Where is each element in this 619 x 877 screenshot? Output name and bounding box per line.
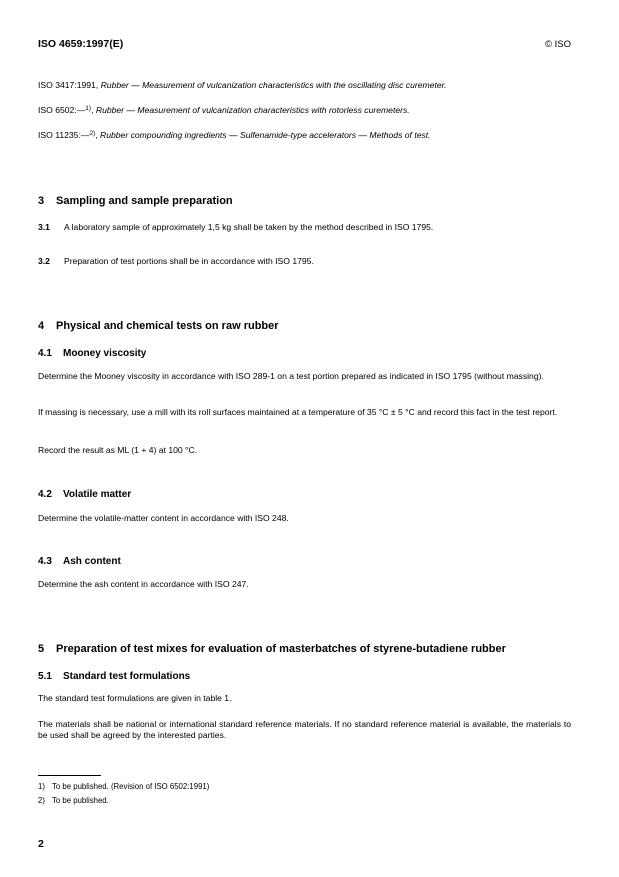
body-paragraph: The standard test formulations are given in table 1. <box>38 693 232 703</box>
section-title: Physical and chemical tests on raw rubber <box>56 320 279 332</box>
section-title: Preparation of test mixes for evaluation of masterbatches of styrene-butadiene rubber <box>56 643 506 655</box>
section-heading <box>38 194 571 208</box>
section-title: Sampling and sample preparation <box>56 195 233 207</box>
footnote <box>38 782 571 792</box>
body-paragraph: Determine the ash content in accordance with ISO 247. <box>38 579 249 589</box>
subsection-heading <box>38 555 571 568</box>
reference-item: ISO 6502:—$^{1)}$, Rubber — Measurement of vulcanization characteristics with rotorless curemeters. <box>38 105 410 115</box>
section-number: 3 <box>38 195 45 207</box>
footnote-number: 1) <box>38 782 45 791</box>
reference-title: Rubber compounding ingredients — Sulfenamide-type accelerators — Methods of test. <box>100 130 431 140</box>
subsection-title: Volatile matter <box>63 489 132 500</box>
footnote-marker: 1) <box>85 105 92 112</box>
page-header <box>38 38 571 54</box>
footnote-text: To be published. <box>52 796 109 805</box>
reference-title: Rubber — Measurement of vulcanization characteristics with rotorless curemeters. <box>95 105 410 115</box>
subsection-number: 4.3 <box>38 556 52 567</box>
document-id: ISO 4659:1997(E) <box>38 38 124 50</box>
footnote-number: 2) <box>38 796 45 805</box>
subsection-title: Standard test formulations <box>63 671 191 682</box>
section-number: 4 <box>38 320 45 332</box>
body-paragraph: The materials shall be national or international standard reference materials. If no standard reference material is available, the materials to be used shall be agreed by the interested parties. <box>38 719 571 740</box>
clause-paragraph <box>38 256 571 267</box>
body-paragraph: Determine the Mooney viscosity in accordance with ISO 289-1 on a test portion prepared as indicated in ISO 1795 (without massing). <box>38 371 544 381</box>
reference-code: ISO 6502:— <box>38 105 86 115</box>
footnote-separator <box>38 775 101 776</box>
footnote-text: To be published. (Revision of ISO 6502:1991) <box>52 782 210 791</box>
subsection-heading <box>38 347 571 360</box>
copyright-notice: © ISO <box>544 39 571 50</box>
clause-number: 3.1 <box>38 222 50 232</box>
reference-item: ISO 11235:—$^{2)}$, Rubber compounding ingredients — Sulfenamide-type accelerators — Methods of test. <box>38 130 431 140</box>
body-paragraph: If massing is necessary, use a mill with its roll surfaces maintained at a temperature of 35 °C ± 5 °C and record this fact in the test report. <box>38 407 558 417</box>
subsection-title: Ash content <box>63 556 121 567</box>
subsection-number: 5.1 <box>38 671 52 682</box>
clause-text: Preparation of test portions shall be in accordance with ISO 1795. <box>64 256 314 266</box>
subsection-heading <box>38 670 571 683</box>
reference-item <box>38 79 571 91</box>
section-number: 5 <box>38 643 45 655</box>
subsection-heading <box>38 488 571 501</box>
section-heading <box>38 642 571 656</box>
reference-code: ISO 3417:1991, <box>38 80 99 90</box>
footnote-marker: 2) <box>89 130 96 137</box>
body-paragraph: Record the result as ML (1 + 4) at 100 °C. <box>38 445 198 455</box>
footnote <box>38 796 571 806</box>
reference-title: Rubber — Measurement of vulcanization characteristics with the oscillating disc curemeter. <box>100 80 447 90</box>
section-heading <box>38 319 571 333</box>
clause-text: A laboratory sample of approximately 1,5 kg shall be taken by the method described in ISO 1795. <box>64 222 434 232</box>
clause-number: 3.2 <box>38 256 50 266</box>
document-page <box>38 0 571 877</box>
subsection-number: 4.1 <box>38 348 52 359</box>
subsection-title: Mooney viscosity <box>63 348 147 359</box>
clause-paragraph <box>38 222 571 233</box>
subsection-number: 4.2 <box>38 489 52 500</box>
page-number: 2 <box>38 838 44 850</box>
reference-code: ISO 11235:— <box>38 130 90 140</box>
body-paragraph: Determine the volatile-matter content in accordance with ISO 248. <box>38 513 289 523</box>
